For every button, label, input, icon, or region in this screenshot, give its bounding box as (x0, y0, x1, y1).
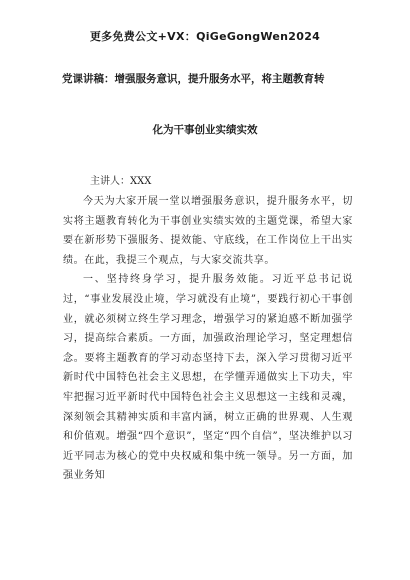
speaker-line: 主讲人：XXX (90, 176, 152, 187)
document-body (63, 192, 353, 486)
page-header: 更多免费公文+VX：QiGeGongWen2024 (89, 30, 321, 43)
paragraph: 一、坚持终身学习，提升服务效能。习近平总书记说过，“事业发展没止境，学习就没有止境”，要践行初心干事创业，就必须树立终生学习理念，增强学习的紧迫感不断加强学习，提高综合素质。一方面，加强政治理论学习，坚定理想信念。要将主题教育的学习动态坚持下去，深入学习贯彻习近平新时代中国特色社会主义思想，在学懂弄通做实上下功夫，牢牢把握习近平新时代中国特色社会主义思想这一主线和灵魂，深刻领会其精神实质和丰富内涵，树立正确的世界观、人生观和价值观。增强“四个意识”，坚定“四个自信”，坚决维护以习近平同志为核心的党中央权威和集中统一领导。另一方面，加强业务知 (63, 274, 353, 482)
title-line-2: 化为干事创业实绩实效 (152, 124, 258, 136)
title-line-1: 党课讲稿：增强服务意识，提升服务水平，将主题教育转 (62, 73, 325, 85)
paragraph: 今天为大家开展一堂以增强服务意识，提升服务水平，切实将主题教育转化为干事创业实绩实效的主题党课，希望大家要在新形势下强服务、提效能、守底线，在工作岗位上干出实绩。在此，我提三个观点，与大家交流共享。 (63, 196, 353, 266)
